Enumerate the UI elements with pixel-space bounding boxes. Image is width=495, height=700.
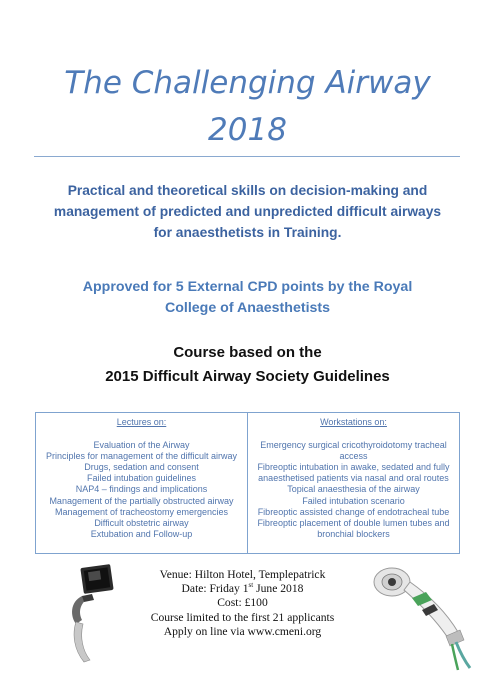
fibrescope-image (360, 560, 480, 675)
course-description (20, 180, 475, 243)
lectures-column (36, 413, 247, 553)
workstation-item: Fibreoptic placement of double lumen tubes and bronchial blockers (257, 517, 450, 539)
description-line: management of predicted and unpredicted difficult airways (53, 204, 442, 219)
lecture-item: Difficult obstetric airway (94, 517, 189, 528)
description-line: Practical and theoretical skills on decision-making and (67, 183, 428, 198)
venue-limit: Course limited to the first 21 applicants (150, 610, 335, 624)
lecture-item: Management of the partially obstructed airway (49, 495, 234, 506)
course-line: Course based on the (173, 344, 322, 361)
lecture-item: Evaluation of the Airway (93, 440, 190, 451)
lecture-item: NAP4 – findings and implications (75, 484, 208, 495)
laryngoscope-image (62, 560, 122, 670)
workstation-item: Emergency surgical cricothyroidotomy tracheal access (260, 440, 447, 462)
programme-table (35, 412, 460, 554)
lectures-heading: Lectures on: (116, 417, 167, 427)
venue-date: Date: Friday 1st June 2018 (181, 581, 304, 596)
lecture-item: Failed intubation guidelines (86, 473, 197, 484)
title-divider (34, 156, 460, 157)
course-line: 2015 Difficult Airway Society Guidelines (105, 368, 390, 385)
workstation-item: Fibreoptic intubation in awake, sedated and fully anaesthetised patients via nasal and oral routes (257, 462, 450, 484)
venue-apply-link[interactable]: Apply on line via www.cmeni.org (163, 624, 322, 638)
lecture-item: Management of tracheostomy emergencies (54, 506, 229, 517)
description-line: for anaesthetists in Training. (153, 225, 342, 240)
lecture-item: Principles for management of the difficult airway (46, 451, 237, 462)
course-basis (20, 341, 475, 389)
title-year: 2018 (208, 112, 287, 148)
venue-location: Venue: Hilton Hotel, Templepatrick (159, 568, 326, 581)
workstations-heading: Workstations on: (320, 417, 387, 427)
workstation-item: Failed intubation scenario (302, 495, 405, 506)
cpd-line: College of Anaesthetists (164, 300, 331, 316)
workstation-item: Topical anaesthesia of the airway (287, 484, 420, 495)
lecture-item: Drugs, sedation and consent (84, 462, 199, 473)
cpd-approval (30, 277, 465, 319)
lecture-item: Extubation and Follow-up (90, 528, 193, 539)
workstation-item: Fibreoptic assisted change of endotracheal tube (257, 506, 450, 517)
cpd-line: Approved for 5 External CPD points by the Royal (82, 279, 413, 295)
workstations-column (247, 413, 459, 553)
venue-cost: Cost: £100 (217, 596, 268, 610)
title-line-1: The Challenging Airway (64, 65, 431, 101)
venue-details (140, 568, 345, 639)
